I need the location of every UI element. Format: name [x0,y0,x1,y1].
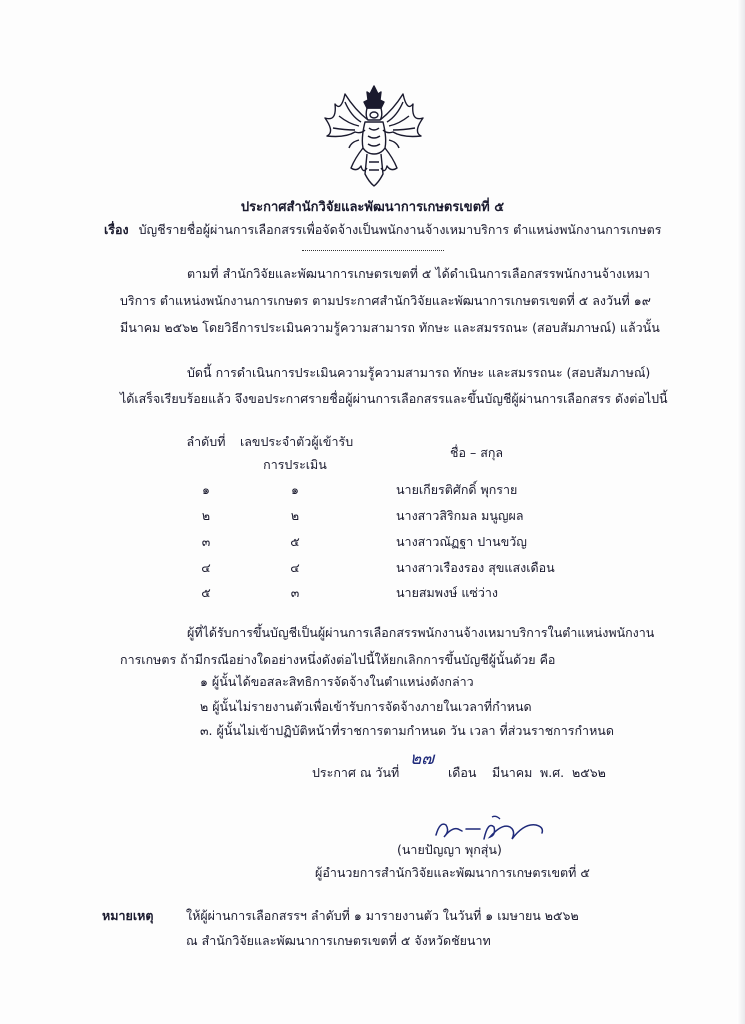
dotted-separator [302,250,444,251]
signatory-name: (นายปัญญา พุกสุ่น) [397,842,502,857]
signatory-position: ผู้อำนวยการสำนักวิจัยและพัฒนาการเกษตรเขตที่ ๕ [315,865,590,880]
subject-line [104,222,661,238]
document-title: ประกาศสำนักวิจัยและพัฒนาการเกษตรเขตที่ ๕ [240,200,505,215]
row-exam-id: ๑ [291,482,299,497]
row-name: นางสาวสิริกมล มนูญผล [396,508,524,523]
scan-edge [737,0,745,1024]
note-line2: ณ สำนักวิจัยและพัฒนาการเกษตรเขตที่ ๕ จังหวัดชัยนาท [186,933,491,948]
table-header-exam-id-2: การประเมิน [263,457,327,472]
announce-day-handwritten: ๒๗ [410,749,434,769]
row-order: ๔ [201,560,211,575]
subject-label: เรื่อง [104,222,129,237]
row-name: นางสาวณัฏฐา ปานขวัญ [396,534,527,549]
row-order: ๕ [201,585,211,600]
row-order: ๒ [201,508,211,523]
conditions-intro-line1: ผู้ที่ได้รับการขึ้นบัญชีเป็นผู้ผ่านการเลือกสรรพนักงานจ้างเหมาบริการในตำแหน่งพนักงาน [187,625,655,640]
para2-line1: บัดนี้ การดำเนินการประเมินความรู้ความสามารถ ทักษะ และสมรรถนะ (สอบสัมภาษณ์) [187,365,651,380]
row-order: ๓ [201,534,211,549]
row-name: นางสาวเรืองรอง สุขแสงเดือน [396,560,555,575]
note-line1: ให้ผู้ผ่านการเลือกสรรฯ ลำดับที่ ๑ มารายงานตัว ในวันที่ ๑ เมษายน ๒๕๖๒ [186,908,579,923]
row-name: นายเกียรติศักดิ์ พุกราย [396,482,518,497]
condition-item-1: ๑ ผู้นั้นได้ขอสละสิทธิการจัดจ้างในตำแหน่งดังกล่าว [200,674,474,689]
announce-year-label: พ.ศ. [540,765,565,780]
row-exam-id: ๓ [290,585,300,600]
condition-item-3: ๓. ผู้นั้นไม่เข้าปฏิบัติหน้าที่ราชการตามกำหนด วัน เวลา ที่ส่วนราชการกำหนด [200,723,614,738]
announce-month-label: เดือน [448,765,477,780]
row-exam-id: ๕ [290,534,300,549]
row-name: นายสมพงษ์ แซ่ว่าง [396,585,498,600]
para1-line2: บริการ ตำแหน่งพนักงานการเกษตร ตามประกาศสำนักวิจัยและพัฒนาการเกษตรเขตที่ ๕ ลงวันที่ ๑๙ [120,293,651,308]
table-header-exam-id-1: เลขประจำตัวผู้เข้ารับ [240,434,354,449]
conditions-intro-line2: การเกษตร ถ้ามีกรณีอย่างใดอย่างหนึ่งดังต่อไปนี้ให้ยกเลิกการขึ้นบัญชีผู้นั้นด้วย คือ [120,652,556,667]
table-header-order: ลำดับที่ [186,434,226,449]
announce-year: ๒๕๖๒ [572,765,606,780]
announce-prefix: ประกาศ ณ วันที่ [312,765,400,780]
handwritten-signature [432,813,548,845]
row-exam-id: ๒ [290,508,300,523]
subject-text: บัญชีรายชื่อผู้ผ่านการเลือกสรรเพื่อจัดจ้างเป็นพนักงานจ้างเหมาบริการ ตำแหน่งพนักงานการเกษตร [138,222,662,237]
row-order: ๑ [202,482,210,497]
para2-line2: ได้เสร็จเรียบร้อยแล้ว จึงขอประกาศรายชื่อผู้ผ่านการเลือกสรรและขึ้นบัญชีผู้ผ่านการเลือกสรร ดังต่อไปนี้ [120,391,668,406]
row-exam-id: ๔ [290,560,300,575]
condition-item-2: ๒ ผู้นั้นไม่รายงานตัวเพื่อเข้ารับการจัดจ้างภายในเวลาที่กำหนด [200,699,532,714]
para1-line1: ตามที่ สำนักวิจัยและพัฒนาการเกษตรเขตที่ ๕ ได้ดำเนินการเลือกสรรพนักงานจ้างเหมา [187,266,650,281]
note-label: หมายเหตุ [102,908,154,923]
table-header-name: ชื่อ – สกุล [450,445,504,460]
announce-month: มีนาคม [492,765,533,780]
garuda-emblem-icon [315,82,433,190]
para1-line3: มีนาคม ๒๕๖๒ โดยวิธีการประเมินความรู้ความสามารถ ทักษะ และสมรรถนะ (สอบสัมภาษณ์) แล้วนั้น [120,320,660,335]
